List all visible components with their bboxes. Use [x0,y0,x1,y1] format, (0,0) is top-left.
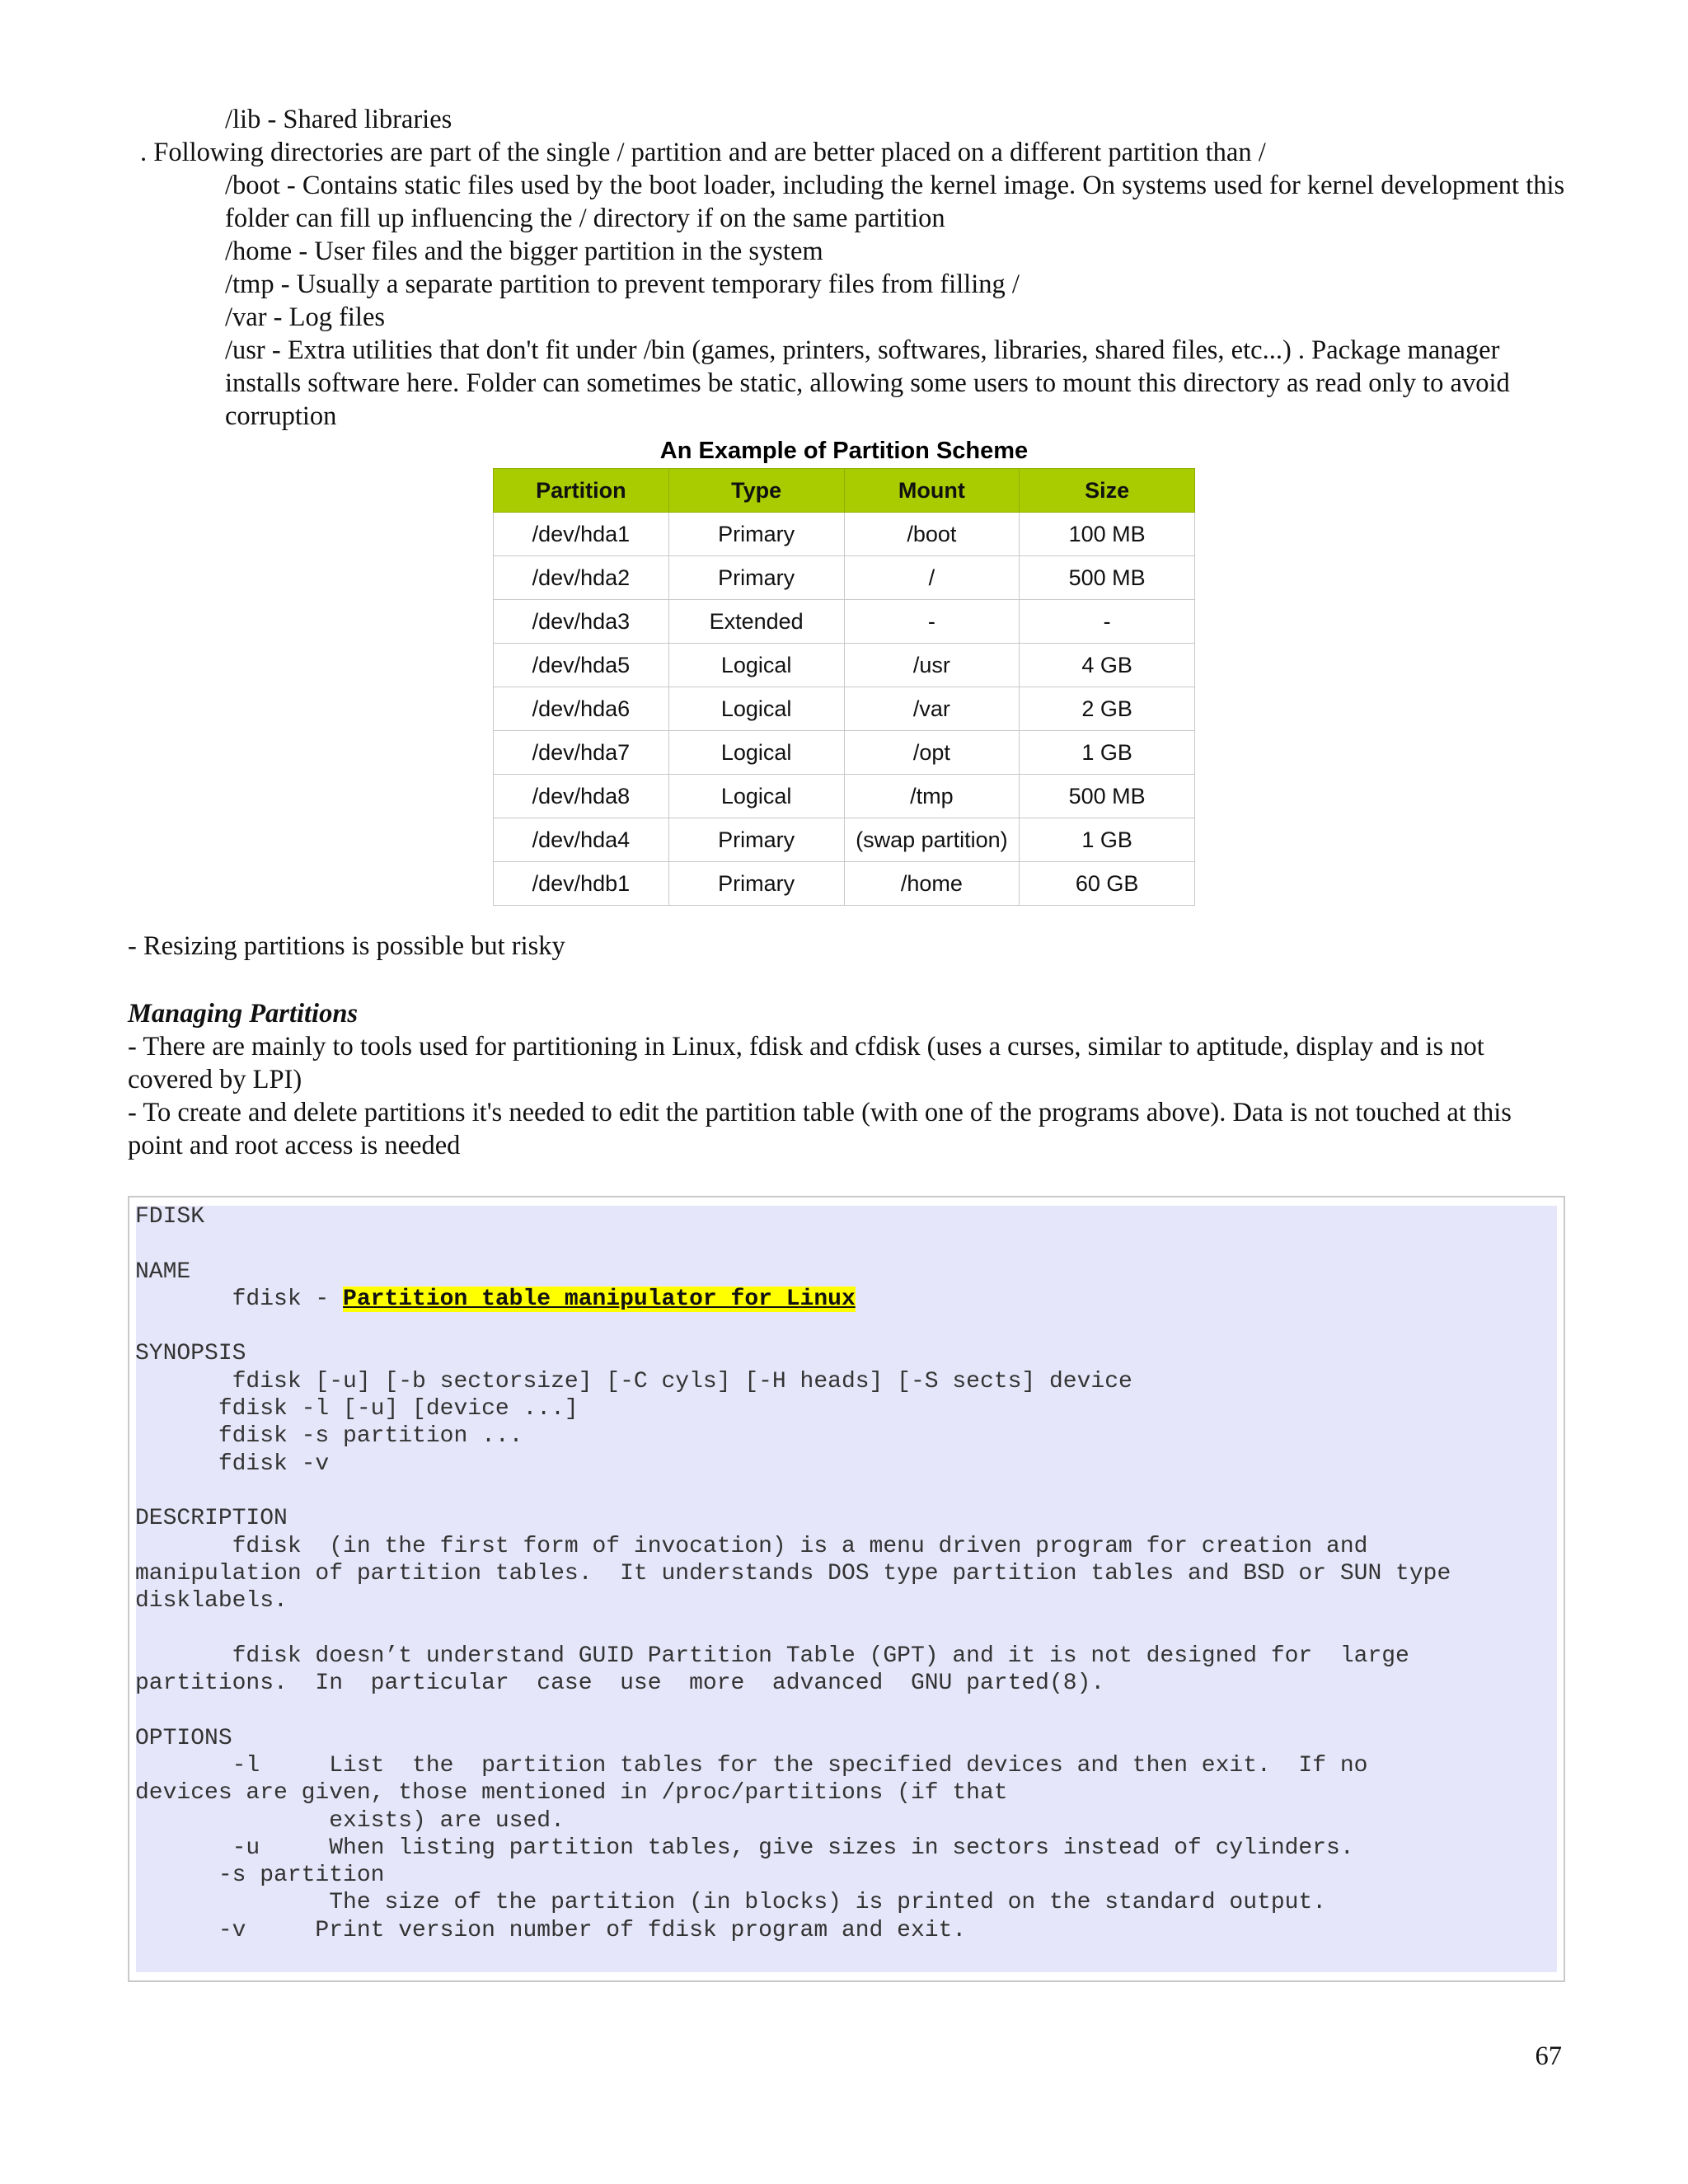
table-row [494,556,1195,600]
boot-text: /boot - Contains static files used by the boot loader, including the kernel image. On systems used for kernel development this folder can fill up influencing the / directory if on the same partition [225,171,1565,233]
partition-scheme-table [493,468,1195,906]
cell-partition: /dev/hda5 [494,644,669,687]
usr-paragraph [128,334,1566,433]
cell-partition: /dev/hda6 [494,687,669,731]
table-row [494,731,1195,775]
cell-size: 1 GB [1020,731,1195,775]
cell-type: Primary [668,818,844,862]
code-part-2: SYNOPSIS fdisk [-u] [-b sectorsize] [-C cyls] [-H heads] [-S sects] device fdisk -l [-u] [device ...] fdisk -s partition ... fdisk -v DESCRIPTION fdisk (in the first form of invocation) is a menu driven program for creation and manipulation of partition tables. It understands DOS type partition tables and BSD or SUN type disklabels. fdisk doesn’t understand GUID Partition Table (GPT) and it is not designed for large partitions. In particular case use more advanced GNU parted(8). OPTIONS -l List the partition tables for the specified devices and then exit. If no devices are given, those mentioned in /proc/partitions (if that exists) are used. -u When listing partition tables, give sizes in sectors instead of cylinders. -s partition The size of the partition (in blocks) is printed on the standard output. -v Print version number of fdisk program and exit. [135,1341,1451,1943]
boot-paragraph [128,169,1566,235]
cell-type: Logical [668,775,844,818]
cell-partition: /dev/hda8 [494,775,669,818]
cell-partition: /dev/hda4 [494,818,669,862]
managing-heading: Managing Partitions [128,999,359,1029]
cell-size: 1 GB [1020,818,1195,862]
header-size: Size [1020,469,1195,513]
var-line: /var - Log files [225,302,386,332]
table-row [494,513,1195,556]
cell-size: 60 GB [1020,862,1195,906]
managing-paragraph-2: - To create and delete partitions it's needed to edit the partition table (with one of the programs above). Data is not touched at this point and root access is needed [128,1098,1512,1160]
cell-mount: /usr [844,644,1020,687]
cell-size: 500 MB [1020,775,1195,818]
cell-mount: / [844,556,1020,600]
usr-text: /usr - Extra utilities that don't fit under /bin (games, printers, softwares, libraries, shared files, etc...) . Package manager installs software here. Folder can sometimes be static, allowing some users to mount this directory as read only to avoid corruption [225,335,1510,431]
cell-type: Logical [668,644,844,687]
fdisk-man-page [135,1203,1451,1944]
table-title: An Example of Partition Scheme [659,438,1029,464]
cell-mount: /tmp [844,775,1020,818]
table-row [494,687,1195,731]
cell-type: Extended [668,600,844,644]
managing-paragraph-1: - There are mainly to tools used for partitioning in Linux, fdisk and cfdisk (uses a curses, similar to aptitude, display and is not covered by LPI) [128,1032,1484,1094]
following-line: . Following directories are part of the single / partition and are better placed on a different partition than / [140,138,1266,167]
table-row [494,600,1195,644]
highlighted-description: Partition table manipulator for Linux [343,1286,856,1312]
home-line: /home - User files and the bigger partition in the system [225,237,823,266]
cell-type: Logical [668,731,844,775]
cell-partition: /dev/hda1 [494,513,669,556]
lib-line: /lib - Shared libraries [225,105,452,134]
table-header-row [494,469,1195,513]
cell-mount: /opt [844,731,1020,775]
table-row [494,644,1195,687]
cell-mount: /home [844,862,1020,906]
cell-mount: /boot [844,513,1020,556]
cell-partition: /dev/hdb1 [494,862,669,906]
cell-partition: /dev/hda2 [494,556,669,600]
page-number: 67 [1535,2041,1562,2071]
resize-note: - Resizing partitions is possible but risky [128,931,565,961]
cell-mount: (swap partition) [844,818,1020,862]
cell-mount: - [844,600,1020,644]
header-partition: Partition [494,469,669,513]
code-part-1: FDISK NAME fdisk - [135,1204,330,1312]
cell-type: Primary [668,513,844,556]
header-mount: Mount [844,469,1020,513]
header-type: Type [668,469,844,513]
cell-size: 100 MB [1020,513,1195,556]
cell-mount: /var [844,687,1020,731]
tmp-line: /tmp - Usually a separate partition to prevent temporary files from filling / [225,269,1020,299]
cell-partition: /dev/hda7 [494,731,669,775]
cell-size: 2 GB [1020,687,1195,731]
cell-size: 500 MB [1020,556,1195,600]
cell-type: Logical [668,687,844,731]
cell-type: Primary [668,556,844,600]
table-row [494,862,1195,906]
cell-size: - [1020,600,1195,644]
cell-type: Primary [668,862,844,906]
table-row [494,818,1195,862]
cell-size: 4 GB [1020,644,1195,687]
table-row [494,775,1195,818]
cell-partition: /dev/hda3 [494,600,669,644]
